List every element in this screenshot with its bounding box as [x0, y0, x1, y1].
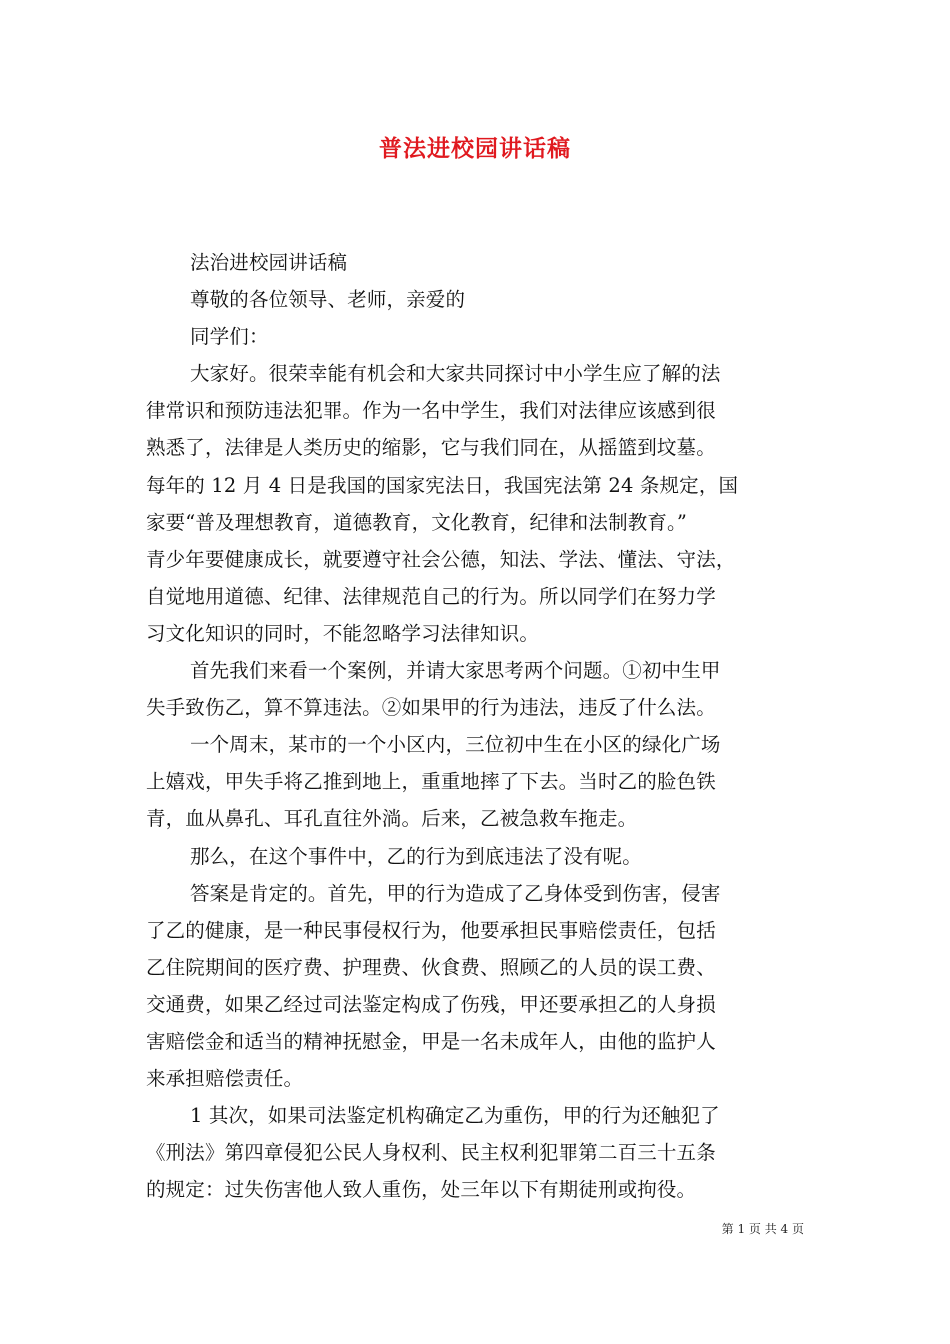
text-line: 青少年要健康成长，就要遵守社会公德，知法、学法、懂法、守法，	[146, 547, 736, 571]
text-line: 上嬉戏，甲失手将乙推到地上，重重地摔了下去。当时乙的脸色铁	[146, 770, 716, 794]
text-line: 来承担赔偿责任。	[146, 1067, 304, 1091]
text-line: 每年的 12 月 4 日是我国的国家宪法日，我国宪法第 24 条规定，国	[146, 473, 739, 497]
text-line: 1 其次，如果司法鉴定机构确定乙为重伤，甲的行为还触犯了	[190, 1104, 720, 1128]
text-line: 《刑法》第四章侵犯公民人身权利、民主权利犯罪第二百三十五条	[146, 1141, 716, 1165]
text-line: 熟悉了，法律是人类历史的缩影，它与我们同在，从摇篮到坟墓。	[146, 436, 716, 460]
text-line: 习文化知识的同时，不能忽略学习法律知识。	[146, 621, 540, 645]
text-line: 尊敬的各位领导、老师，亲爱的	[190, 288, 466, 312]
text-line: 害赔偿金和适当的精神抚慰金，甲是一名未成年人，由他的监护人	[146, 1029, 716, 1053]
page-footer: 第 1 页 共 4 页	[721, 1222, 804, 1236]
text-line: 大家好。很荣幸能有机会和大家共同探讨中小学生应了解的法	[190, 362, 721, 386]
text-line: 同学们：	[190, 325, 269, 349]
text-line: 法治进校园讲话稿	[190, 251, 348, 274]
document-title: 普法进校园讲话稿	[379, 135, 571, 162]
text-line: 一个周末，某市的一个小区内，三位初中生在小区的绿化广场	[190, 733, 721, 757]
text-line: 答案是肯定的。首先，甲的行为造成了乙身体受到伤害，侵害	[190, 881, 721, 905]
document-body	[146, 244, 810, 1208]
text-line: 首先我们来看一个案例，并请大家思考两个问题。①初中生甲	[190, 659, 721, 683]
text-line: 了乙的健康，是一种民事侵权行为，他要承担民事赔偿责任，包括	[146, 918, 716, 942]
text-line: 乙住院期间的医疗费、护理费、伙食费、照顾乙的人员的误工费、	[146, 955, 716, 979]
text-line: 交通费，如果乙经过司法鉴定构成了伤残，甲还要承担乙的人身损	[146, 992, 716, 1016]
text-line: 失手致伤乙，算不算违法。②如果甲的行为违法，违反了什么法。	[146, 696, 716, 720]
text-line: 律常识和预防违法犯罪。作为一名中学生，我们对法律应该感到很	[146, 399, 716, 423]
text-line: 的规定：过失伤害他人致人重伤，处三年以下有期徒刑或拘役。	[146, 1178, 697, 1202]
text-line: 家要“普及理想教育，道德教育，文化教育，纪律和法制教育。”	[146, 510, 688, 534]
text-line: 青，血从鼻孔、耳孔直往外淌。后来，乙被急救车拖走。	[146, 807, 638, 831]
text-line: 那么，在这个事件中，乙的行为到底违法了没有呢。	[190, 844, 642, 868]
text-line: 自觉地用道德、纪律、法律规范自己的行为。所以同学们在努力学	[146, 584, 716, 608]
